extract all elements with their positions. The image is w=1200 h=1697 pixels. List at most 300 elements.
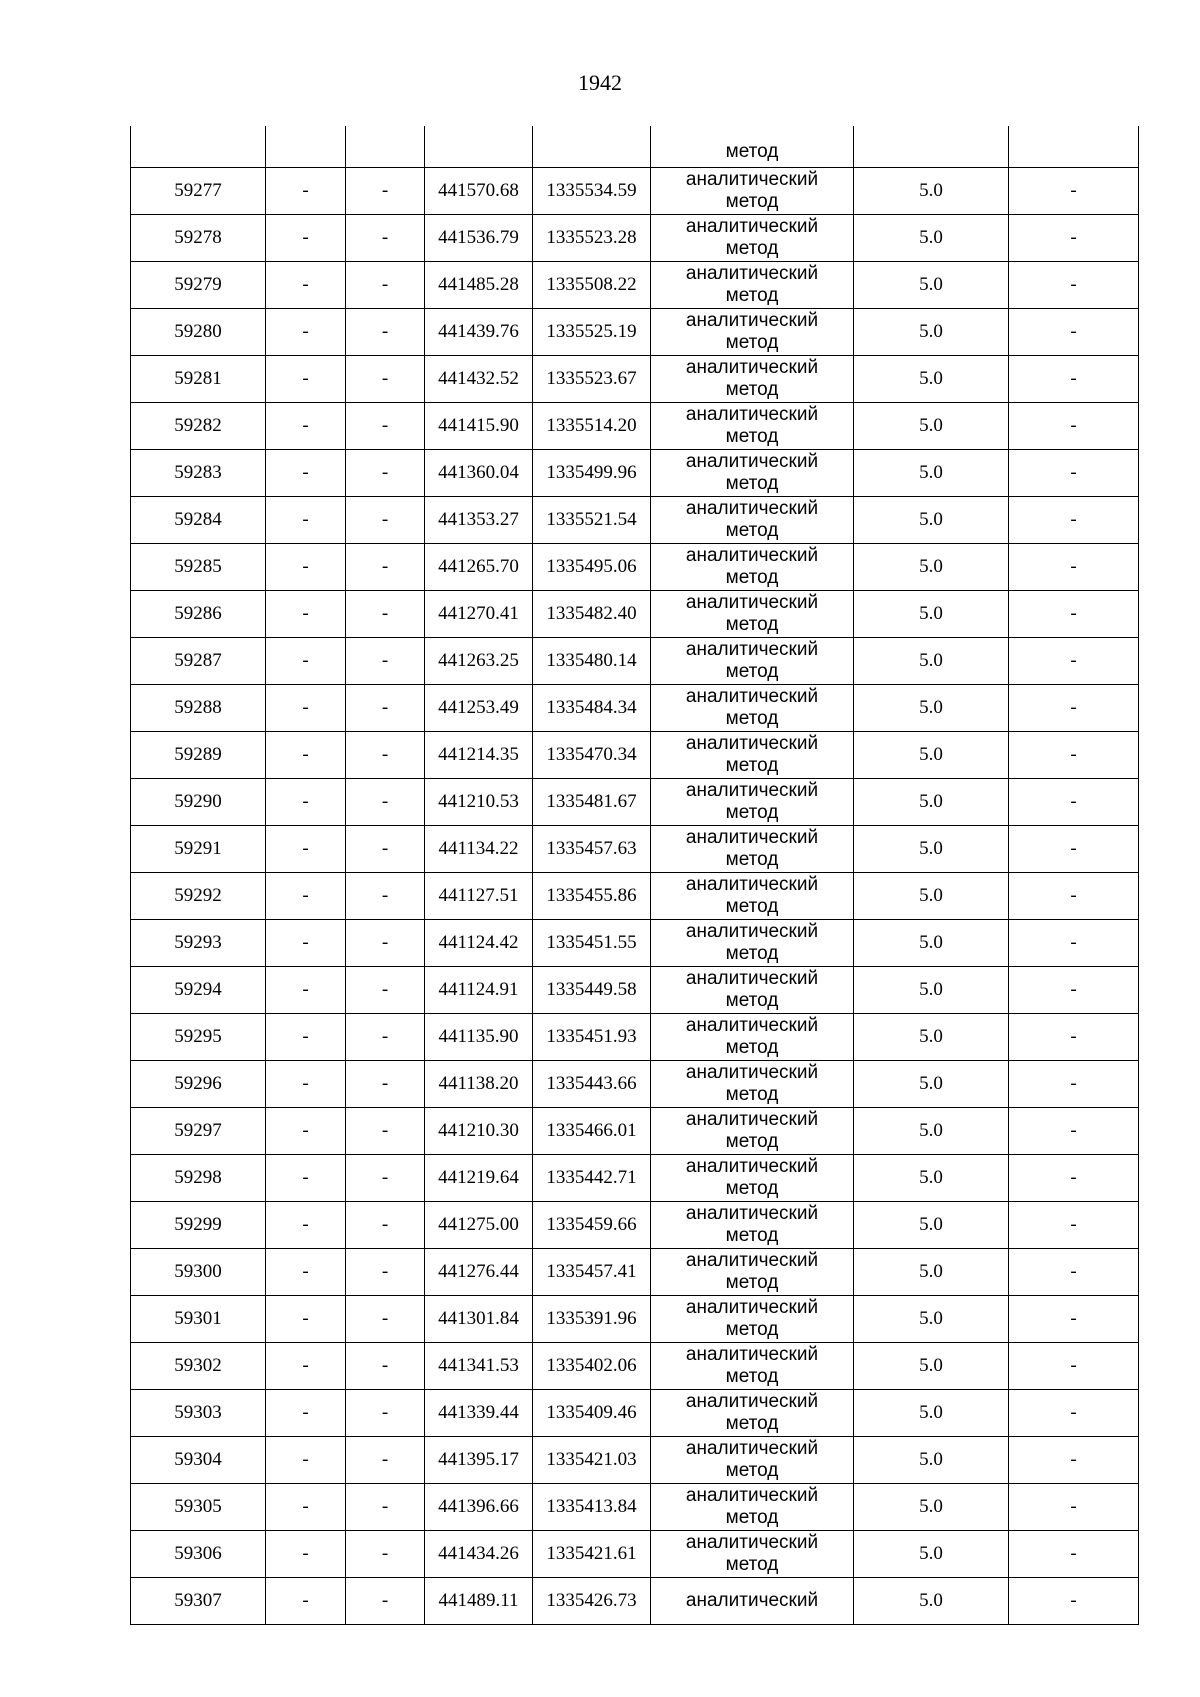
cell-x: 441124.91 [425, 967, 533, 1014]
method-line-1: аналитический [685, 1203, 819, 1224]
method-line-2: метод [725, 802, 779, 823]
cell-id: 59295 [131, 1014, 266, 1061]
method-line-1: аналитический [685, 1344, 819, 1365]
cell-accuracy: 5.0 [854, 1014, 1009, 1061]
cell-col3: - [346, 873, 425, 920]
table-row [131, 1531, 1139, 1578]
cell-col8: - [1009, 873, 1139, 920]
cell-col3: - [346, 920, 425, 967]
cell-x: 441210.30 [425, 1108, 533, 1155]
cell-col3: - [346, 356, 425, 403]
coordinates-table [130, 126, 1139, 1625]
cell-col3: - [346, 591, 425, 638]
method-line-1: аналитический [685, 1391, 819, 1412]
method-line-2: метод [725, 661, 779, 682]
method-line-1: аналитический [685, 498, 819, 519]
cell-x: 441485.28 [425, 262, 533, 309]
table-row [131, 685, 1139, 732]
cell-col2: - [266, 309, 346, 356]
cell-y: 1335451.55 [533, 920, 651, 967]
cell-y: 1335481.67 [533, 779, 651, 826]
method-line-1: аналитический [685, 357, 819, 378]
method-line-2: метод [725, 567, 779, 588]
table-row [131, 779, 1139, 826]
cell-col2: - [266, 1296, 346, 1343]
cell-col8: - [1009, 779, 1139, 826]
cell-y: 1335495.06 [533, 544, 651, 591]
cell-col3: - [346, 826, 425, 873]
cell-col2: - [266, 544, 346, 591]
cell-col2: - [266, 1390, 346, 1437]
method-line-2: метод [725, 473, 779, 494]
cell-col3: - [346, 1155, 425, 1202]
cell-x: 441263.25 [425, 638, 533, 685]
cell-y: 1335451.93 [533, 1014, 651, 1061]
table-row [131, 1108, 1139, 1155]
cell-accuracy: 5.0 [854, 779, 1009, 826]
cell-col8: - [1009, 403, 1139, 450]
table-row [131, 1014, 1139, 1061]
cell-col8: - [1009, 497, 1139, 544]
cell-id: 59306 [131, 1531, 266, 1578]
cell-accuracy: 5.0 [854, 1343, 1009, 1390]
cell-method [651, 873, 854, 920]
method-line-2: метод [725, 285, 779, 306]
method-line-1: аналитический [685, 592, 819, 613]
cell-id: 59302 [131, 1343, 266, 1390]
cell-col8: - [1009, 1202, 1139, 1249]
cell-accuracy: 5.0 [854, 215, 1009, 262]
cell-col3: - [346, 168, 425, 215]
cell-x: 441396.66 [425, 1484, 533, 1531]
cell-y: 1335391.96 [533, 1296, 651, 1343]
cell-col3: - [346, 1061, 425, 1108]
cell-col8: - [1009, 168, 1139, 215]
cell-id: 59294 [131, 967, 266, 1014]
cell-y: 1335482.40 [533, 591, 651, 638]
cell-x: 441339.44 [425, 1390, 533, 1437]
cell-col8: - [1009, 262, 1139, 309]
cell-method [651, 591, 854, 638]
cell-col2: - [266, 1343, 346, 1390]
cell-col2: - [266, 826, 346, 873]
cell-col2: - [266, 1578, 346, 1625]
cell-id: 59286 [131, 591, 266, 638]
cell-method [651, 1531, 854, 1578]
method-line-2: метод [725, 1554, 779, 1575]
cell-col2: - [266, 685, 346, 732]
cell-id: 59303 [131, 1390, 266, 1437]
method-line-1: аналитический [685, 1485, 819, 1506]
method-line-2: метод [725, 1084, 779, 1105]
cell-col8 [1009, 126, 1139, 168]
cell-method [651, 732, 854, 779]
method-line-2: метод [725, 614, 779, 635]
cell-id: 59277 [131, 168, 266, 215]
cell-x: 441570.68 [425, 168, 533, 215]
table-row [131, 732, 1139, 779]
cell-col3 [346, 126, 425, 168]
cell-method [651, 685, 854, 732]
table-row [131, 168, 1139, 215]
cell-col3: - [346, 1108, 425, 1155]
cell-accuracy: 5.0 [854, 1202, 1009, 1249]
cell-col8: - [1009, 1108, 1139, 1155]
cell-y: 1335508.22 [533, 262, 651, 309]
cell-x: 441489.11 [425, 1578, 533, 1625]
cell-y: 1335443.66 [533, 1061, 651, 1108]
cell-accuracy: 5.0 [854, 920, 1009, 967]
cell-method [651, 1343, 854, 1390]
table-row [131, 1296, 1139, 1343]
cell-col8: - [1009, 1155, 1139, 1202]
cell-method [651, 403, 854, 450]
method-line-1: аналитический [685, 874, 819, 895]
cell-accuracy: 5.0 [854, 1531, 1009, 1578]
cell-col3: - [346, 309, 425, 356]
cell-accuracy: 5.0 [854, 1484, 1009, 1531]
cell-col2: - [266, 497, 346, 544]
cell-method [651, 826, 854, 873]
method-line-2: метод [725, 896, 779, 917]
method-line-2: метод [725, 379, 779, 400]
method-line-1: аналитический [685, 1590, 819, 1611]
cell-x: 441214.35 [425, 732, 533, 779]
cell-accuracy: 5.0 [854, 450, 1009, 497]
method-line-2: метод [725, 332, 779, 353]
method-line-1: аналитический [685, 1438, 819, 1459]
cell-accuracy [854, 126, 1009, 168]
cell-accuracy: 5.0 [854, 873, 1009, 920]
cell-method [651, 497, 854, 544]
table-row [131, 873, 1139, 920]
cell-y: 1335413.84 [533, 1484, 651, 1531]
cell-method [651, 1155, 854, 1202]
cell-y: 1335421.61 [533, 1531, 651, 1578]
continuation-row [131, 126, 1139, 168]
cell-col2: - [266, 215, 346, 262]
cell-id: 59307 [131, 1578, 266, 1625]
cell-col2: - [266, 262, 346, 309]
method-line-1: аналитический [685, 780, 819, 801]
cell-id: 59300 [131, 1249, 266, 1296]
table-row [131, 1484, 1139, 1531]
cell-method [651, 1390, 854, 1437]
cell-x: 441210.53 [425, 779, 533, 826]
cell-accuracy: 5.0 [854, 967, 1009, 1014]
cell-col3: - [346, 1578, 425, 1625]
cell-id: 59290 [131, 779, 266, 826]
method-line-1: аналитический [685, 1062, 819, 1083]
cell-accuracy: 5.0 [854, 1390, 1009, 1437]
method-line-2: метод [725, 191, 779, 212]
cell-y: 1335525.19 [533, 309, 651, 356]
table-row [131, 920, 1139, 967]
table-row [131, 1155, 1139, 1202]
method-line-1: аналитический [685, 1015, 819, 1036]
method-line-2: метод [725, 1366, 779, 1387]
cell-y: 1335521.54 [533, 497, 651, 544]
cell-col2: - [266, 168, 346, 215]
cell-y: 1335442.71 [533, 1155, 651, 1202]
cell-method [651, 356, 854, 403]
cell-method [651, 638, 854, 685]
cell-method [651, 779, 854, 826]
cell-x: 441415.90 [425, 403, 533, 450]
cell-y: 1335421.03 [533, 1437, 651, 1484]
cell-method [651, 544, 854, 591]
cell-accuracy: 5.0 [854, 1249, 1009, 1296]
cell-method [651, 1202, 854, 1249]
method-line-1: аналитический [685, 1109, 819, 1130]
cell-col8: - [1009, 638, 1139, 685]
table-row [131, 1390, 1139, 1437]
cell-col8: - [1009, 685, 1139, 732]
cell-id: 59304 [131, 1437, 266, 1484]
cell-id: 59291 [131, 826, 266, 873]
cell-col2: - [266, 920, 346, 967]
cell-col8: - [1009, 544, 1139, 591]
cell-x: 441253.49 [425, 685, 533, 732]
cell-col2: - [266, 1249, 346, 1296]
cell-col2: - [266, 1531, 346, 1578]
cell-x: 441134.22 [425, 826, 533, 873]
cell-y: 1335523.67 [533, 356, 651, 403]
cell-method [651, 1578, 854, 1625]
cell-col3: - [346, 262, 425, 309]
cell-id: 59287 [131, 638, 266, 685]
cell-col8: - [1009, 826, 1139, 873]
cell-col3: - [346, 215, 425, 262]
cell-y: 1335514.20 [533, 403, 651, 450]
cell-col3: - [346, 497, 425, 544]
method-line-1: аналитический [685, 310, 819, 331]
cell-accuracy: 5.0 [854, 356, 1009, 403]
table-row [131, 1343, 1139, 1390]
cell-col8: - [1009, 1014, 1139, 1061]
cell-col8: - [1009, 591, 1139, 638]
cell-col8: - [1009, 1484, 1139, 1531]
cell-col2: - [266, 1108, 346, 1155]
cell-accuracy: 5.0 [854, 544, 1009, 591]
cell-y: 1335480.14 [533, 638, 651, 685]
method-line-1: аналитический [685, 1156, 819, 1177]
page-number: 1942 [578, 70, 622, 95]
cell-x [425, 126, 533, 168]
cell-col2: - [266, 638, 346, 685]
cell-id: 59281 [131, 356, 266, 403]
table-row [131, 967, 1139, 1014]
table-row [131, 638, 1139, 685]
method-line-2: метод [725, 1460, 779, 1481]
method-line-1: аналитический [685, 263, 819, 284]
cell-accuracy: 5.0 [854, 685, 1009, 732]
cell-method [651, 1108, 854, 1155]
method-line-2: метод [725, 1037, 779, 1058]
cell-method [651, 1437, 854, 1484]
cell-col2: - [266, 1014, 346, 1061]
method-line-1: аналитический [685, 169, 819, 190]
method-line-1: аналитический [685, 545, 819, 566]
cell-x: 441276.44 [425, 1249, 533, 1296]
cell-y: 1335466.01 [533, 1108, 651, 1155]
cell-id: 59285 [131, 544, 266, 591]
method-line-1: аналитический [685, 1297, 819, 1318]
cell-method [651, 215, 854, 262]
cell-y: 1335523.28 [533, 215, 651, 262]
cell-id [131, 126, 266, 168]
table-row [131, 497, 1139, 544]
cell-col2: - [266, 1484, 346, 1531]
cell-col3: - [346, 967, 425, 1014]
cell-y: 1335409.46 [533, 1390, 651, 1437]
method-line-1: аналитический [685, 451, 819, 472]
table-body [131, 126, 1139, 1625]
cell-col8: - [1009, 450, 1139, 497]
cell-accuracy: 5.0 [854, 1061, 1009, 1108]
cell-col8: - [1009, 1296, 1139, 1343]
table-row [131, 450, 1139, 497]
cell-accuracy: 5.0 [854, 1296, 1009, 1343]
method-line-1: аналитический [685, 1250, 819, 1271]
method-line-2: метод [725, 1225, 779, 1246]
cell-x: 441270.41 [425, 591, 533, 638]
cell-col8: - [1009, 920, 1139, 967]
cell-col8: - [1009, 1531, 1139, 1578]
cell-x: 441360.04 [425, 450, 533, 497]
cell-col8: - [1009, 1249, 1139, 1296]
cell-accuracy: 5.0 [854, 1578, 1009, 1625]
cell-accuracy: 5.0 [854, 1155, 1009, 1202]
method-line-1: аналитический [685, 1532, 819, 1553]
cell-id: 59278 [131, 215, 266, 262]
method-line-2: метод [725, 943, 779, 964]
cell-accuracy: 5.0 [854, 638, 1009, 685]
cell-col8: - [1009, 1437, 1139, 1484]
cell-y: 1335484.34 [533, 685, 651, 732]
cell-method [651, 1249, 854, 1296]
cell-col8: - [1009, 309, 1139, 356]
cell-id: 59292 [131, 873, 266, 920]
cell-y: 1335534.59 [533, 168, 651, 215]
cell-accuracy: 5.0 [854, 403, 1009, 450]
cell-y: 1335499.96 [533, 450, 651, 497]
method-line-1: аналитический [685, 733, 819, 754]
cell-col3: - [346, 732, 425, 779]
method-line-1: аналитический [685, 827, 819, 848]
method-line-2: метод [725, 520, 779, 541]
method-line-2: метод [725, 1178, 779, 1199]
cell-accuracy: 5.0 [854, 262, 1009, 309]
cell-x: 441301.84 [425, 1296, 533, 1343]
cell-accuracy: 5.0 [854, 826, 1009, 873]
cell-x: 441536.79 [425, 215, 533, 262]
cell-x: 441439.76 [425, 309, 533, 356]
cell-id: 59297 [131, 1108, 266, 1155]
cell-y: 1335457.41 [533, 1249, 651, 1296]
cell-x: 441434.26 [425, 1531, 533, 1578]
cell-id: 59279 [131, 262, 266, 309]
cell-col3: - [346, 1437, 425, 1484]
cell-id: 59299 [131, 1202, 266, 1249]
cell-accuracy: 5.0 [854, 497, 1009, 544]
cell-id: 59305 [131, 1484, 266, 1531]
method-line-2: метод [725, 1507, 779, 1528]
cell-col8: - [1009, 967, 1139, 1014]
cell-y [533, 126, 651, 168]
table-row [131, 215, 1139, 262]
table-row [131, 356, 1139, 403]
cell-x: 441265.70 [425, 544, 533, 591]
cell-x: 441353.27 [425, 497, 533, 544]
cell-method [651, 1014, 854, 1061]
cell-method [651, 920, 854, 967]
cell-col8: - [1009, 1390, 1139, 1437]
method-line-2: метод [725, 990, 779, 1011]
cell-y: 1335449.58 [533, 967, 651, 1014]
cell-x: 441219.64 [425, 1155, 533, 1202]
method-line-2: метод [725, 1413, 779, 1434]
cell-id: 59282 [131, 403, 266, 450]
cell-col8: - [1009, 732, 1139, 779]
method-line-2: метод [725, 1272, 779, 1293]
cell-col3: - [346, 1390, 425, 1437]
cell-col3: - [346, 1343, 425, 1390]
method-line-1: аналитический [685, 921, 819, 942]
cell-id: 59284 [131, 497, 266, 544]
cell-id: 59289 [131, 732, 266, 779]
cell-method [651, 262, 854, 309]
cell-col3: - [346, 1531, 425, 1578]
table-row [131, 1437, 1139, 1484]
cell-method [651, 1061, 854, 1108]
method-line-2: метод [725, 755, 779, 776]
cell-id: 59288 [131, 685, 266, 732]
method-line-1: аналитический [685, 639, 819, 660]
cell-x: 441124.42 [425, 920, 533, 967]
cell-method [651, 1484, 854, 1531]
table-row [131, 262, 1139, 309]
cell-accuracy: 5.0 [854, 309, 1009, 356]
cell-col2: - [266, 1061, 346, 1108]
method-line-2: метод [725, 1319, 779, 1340]
cell-method [651, 1296, 854, 1343]
method-text: метод [725, 141, 779, 162]
cell-col3: - [346, 1296, 425, 1343]
cell-method [651, 309, 854, 356]
cell-col3: - [346, 1202, 425, 1249]
method-line-1: аналитический [685, 216, 819, 237]
table-row [131, 1578, 1139, 1625]
method-line-1: аналитический [685, 686, 819, 707]
cell-col2: - [266, 873, 346, 920]
cell-id: 59298 [131, 1155, 266, 1202]
cell-accuracy: 5.0 [854, 168, 1009, 215]
cell-col3: - [346, 685, 425, 732]
cell-col2: - [266, 1437, 346, 1484]
table-row [131, 826, 1139, 873]
cell-col8: - [1009, 1343, 1139, 1390]
cell-id: 59283 [131, 450, 266, 497]
cell-method [651, 168, 854, 215]
cell-col8: - [1009, 356, 1139, 403]
method-line-2: метод [725, 849, 779, 870]
method-line-1: аналитический [685, 404, 819, 425]
cell-id: 59296 [131, 1061, 266, 1108]
cell-col2: - [266, 1155, 346, 1202]
method-line-1: аналитический [685, 968, 819, 989]
cell-col3: - [346, 638, 425, 685]
